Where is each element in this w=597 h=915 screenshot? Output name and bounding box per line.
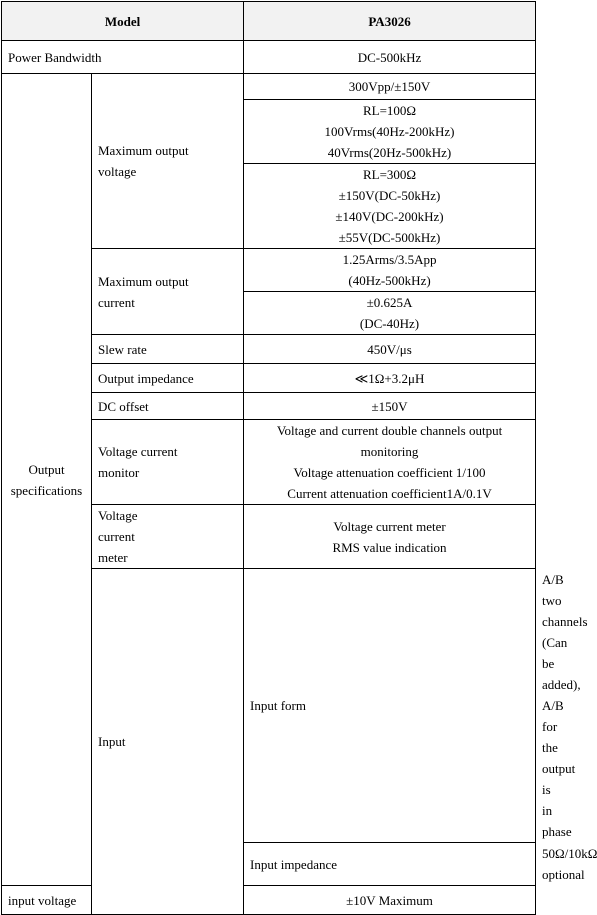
model-header: Model bbox=[2, 2, 244, 41]
max-voltage-value-1: 300Vpp/±150V bbox=[244, 74, 536, 100]
input-voltage-value: ±10V Maximum bbox=[244, 886, 536, 915]
input-voltage-row bbox=[2, 886, 536, 915]
max-current-value-2: ±0.625A (DC-40Hz) bbox=[244, 292, 536, 335]
spec-table bbox=[1, 1, 597, 915]
max-voltage-value-3: RL=300Ω ±150V(DC-50kHz) ±140V(DC-200kHz) ±55V(DC-500kHz) bbox=[244, 164, 536, 249]
output-impedance-label: Output impedance bbox=[92, 364, 244, 393]
vc-monitor-value: Voltage and current double channels output monitoring Voltage attenuation coefficient 1/100 Current attenuation coefficient1A/0.1V bbox=[244, 420, 536, 505]
slew-rate-value: 450V/μs bbox=[244, 335, 536, 364]
max-voltage-row-1 bbox=[2, 74, 536, 100]
input-impedance-label: Input impedance bbox=[244, 843, 536, 886]
input-voltage-label: input voltage bbox=[2, 886, 92, 915]
input-impedance-row: Input impedance 50Ω/10kΩ optional bbox=[2, 843, 536, 886]
output-impedance-value: ≪1Ω+3.2μH bbox=[244, 364, 536, 393]
max-current-value-1: 1.25Arms/3.5App (40Hz-500kHz) bbox=[244, 249, 536, 292]
vc-meter-value: Voltage current meter RMS value indication bbox=[244, 505, 536, 569]
slew-rate-label: Slew rate bbox=[92, 335, 244, 364]
header-row bbox=[2, 2, 536, 41]
input-group-label: Input bbox=[92, 569, 244, 915]
dc-offset-value: ±150V bbox=[244, 393, 536, 420]
vc-meter-label: Voltage current meter bbox=[92, 505, 244, 569]
max-current-label: Maximum output current bbox=[92, 249, 244, 335]
input-form-row: Input Input form A/B two channels (Can be added), A/B for the output is in phase bbox=[2, 569, 536, 843]
dc-offset-label: DC offset bbox=[92, 393, 244, 420]
power-bandwidth-row bbox=[2, 41, 536, 74]
output-group-label: Output specifications bbox=[2, 74, 92, 886]
power-bandwidth-value: DC-500kHz bbox=[244, 41, 536, 74]
max-voltage-value-2: RL=100Ω 100Vrms(40Hz-200kHz) 40Vrms(20Hz-500kHz) bbox=[244, 100, 536, 164]
vc-monitor-label: Voltage current monitor bbox=[92, 420, 244, 505]
product-header: PA3026 bbox=[244, 2, 536, 41]
max-voltage-label: Maximum output voltage bbox=[92, 74, 244, 249]
power-bandwidth-label: Power Bandwidth bbox=[2, 41, 244, 74]
input-form-label: Input form bbox=[244, 569, 536, 843]
